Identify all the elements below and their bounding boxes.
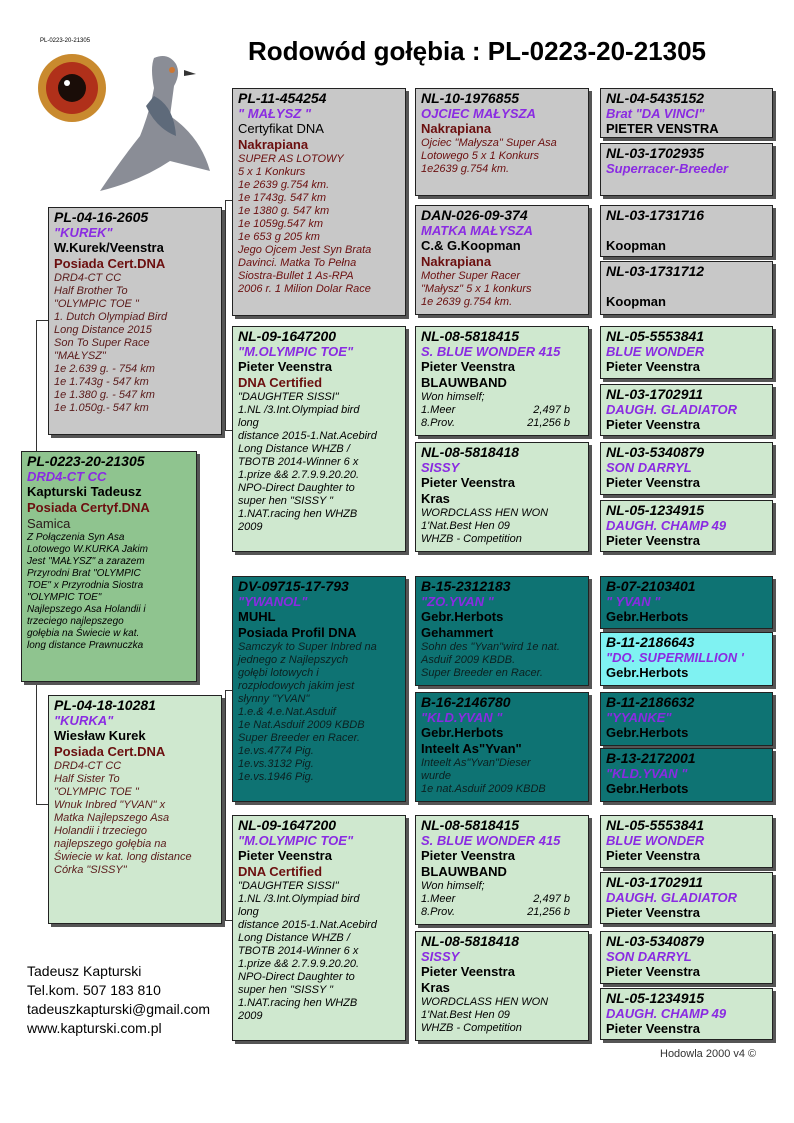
result-row	[421, 417, 584, 430]
breeder-name: Tadeusz Kapturski	[27, 963, 142, 979]
note-line: "OLYMPIC TOE"	[27, 592, 102, 603]
note-line: NPO-Direct Daughter to	[238, 971, 355, 983]
result-race: 8.Prov.	[421, 906, 456, 918]
ds-notes	[238, 641, 401, 784]
gen5-id: NL-05-5553841	[606, 328, 705, 344]
gen5-id: NL-03-5340879	[606, 444, 705, 460]
note-line: Mother Super Racer	[421, 270, 521, 282]
note-line: 2009	[238, 1010, 263, 1022]
main-pigeon-gene: DRD4-CT CC	[27, 469, 107, 484]
sdd-notes	[421, 507, 584, 546]
note-line: gołębi lotowych i	[238, 667, 319, 679]
ddd-card	[415, 931, 589, 1041]
ddd-name: SISSY	[421, 949, 460, 964]
note-line: WHZB - Competition	[421, 1022, 522, 1034]
result-race: 1.Meer	[421, 893, 456, 905]
note-line: "Małysz" 5 x 1 konkurs	[421, 283, 532, 295]
sd-owner: Pieter Veenstra	[238, 359, 332, 374]
dam-id: PL-04-18-10281	[54, 697, 156, 713]
sds-card	[415, 326, 589, 436]
dam-name: "KURKA"	[54, 713, 114, 728]
sdd-owner: Pieter Veenstra	[421, 475, 515, 490]
sds-notes	[421, 391, 584, 404]
note-line: Won himself;	[421, 880, 485, 892]
note-line: wurde	[421, 770, 451, 782]
dds-id: NL-08-5818415	[421, 817, 520, 833]
note-line: 1.e.& 4.e.Nat.Asduif	[238, 706, 336, 718]
gen5-id: NL-03-1731712	[606, 263, 705, 279]
gen5-name	[606, 223, 768, 238]
gen5-card	[600, 143, 773, 196]
gen5-owner: Pieter Veenstra	[606, 905, 700, 920]
ssd-cert: Nakrapiana	[421, 254, 492, 269]
gen5-name	[606, 279, 768, 294]
note-line: long distance Prawnuczka	[27, 640, 144, 651]
note-line: Przyrodni Brat "OLYMPIC	[27, 568, 141, 579]
note-line: DRD4-CT CC	[54, 760, 122, 772]
gen5-owner: Pieter Veenstra	[606, 359, 700, 374]
note-line: 1e 1059g.547 km	[238, 218, 324, 230]
sds-owner: Pieter Veenstra	[421, 359, 515, 374]
note-line: Ojciec "Małysza" Super Asa	[421, 137, 557, 149]
dd-id: NL-09-1647200	[238, 817, 337, 833]
sire-name: "KUREK"	[54, 225, 113, 240]
sdd-name: SISSY	[421, 460, 460, 475]
gen5-owner: Koopman	[606, 238, 666, 253]
result-row	[421, 893, 584, 906]
note-line: super hen "SISSY "	[238, 984, 334, 996]
gen5-card	[600, 988, 773, 1040]
note-line: Half Brother To	[54, 285, 128, 297]
note-line: Świecie w kat. long distance	[54, 851, 192, 863]
gen5-owner: Pieter Veenstra	[606, 848, 700, 863]
main-pigeon-notes	[27, 532, 192, 652]
gen5-card	[600, 500, 773, 552]
gen5-name: DAUGH. CHAMP 49	[606, 1006, 727, 1021]
note-line: 1e 2.639 g. - 754 km	[54, 363, 155, 375]
gen5-owner: Gebr.Herbots	[606, 725, 689, 740]
dd-card	[232, 815, 406, 1041]
sire-card	[48, 207, 222, 435]
ds-cert: Posiada Profil DNA	[238, 625, 357, 640]
sss-notes	[421, 137, 584, 176]
gen5-card	[600, 692, 773, 746]
sd-name: "M.OLYMPIC TOE"	[238, 344, 354, 359]
dds-notes	[421, 880, 584, 893]
gen5-id: NL-03-1702911	[606, 386, 704, 402]
gen5-id: NL-05-5553841	[606, 817, 705, 833]
gen5-id: NL-04-5435152	[606, 90, 705, 106]
ssd-owner: C.& G.Koopman	[421, 238, 521, 253]
note-line: 1.NL /3.Int.Olympiad bird	[238, 893, 360, 905]
page-title: Rodowód gołębia : PL-0223-20-21305	[248, 36, 707, 66]
dsd-id: B-16-2146780	[421, 694, 511, 710]
gen5-card	[600, 632, 773, 686]
note-line: long	[238, 906, 259, 918]
note-line: 1. Dutch Olympiad Bird	[54, 311, 168, 323]
note-line: TBOTB 2014-Winner 6 x	[238, 456, 359, 468]
note-line: Matka Najlepszego Asa	[54, 812, 170, 824]
dam-notes	[54, 760, 217, 877]
note-line: 1e.vs.1946 Pig.	[238, 771, 314, 783]
ss-owner: Certyfikat DNA	[238, 121, 324, 136]
note-line: Z Połączenia Syn Asa	[27, 532, 125, 543]
gen5-card	[600, 815, 773, 868]
gen5-name: DAUGH. CHAMP 49	[606, 518, 727, 533]
main-pigeon-owner: Kapturski Tadeusz	[27, 484, 142, 499]
dds-cert: BLAUWBAND	[421, 864, 507, 879]
note-line: Jest "MAŁYSZ" a zarazem	[27, 556, 145, 567]
note-line: 1e 1.743g - 547 km	[54, 376, 149, 388]
sss-id: NL-10-1976855	[421, 90, 520, 106]
ds-owner: MUHL	[238, 609, 276, 624]
gen5-owner: Gebr.Herbots	[606, 609, 689, 624]
note-line: 1e 1743g. 547 km	[238, 192, 327, 204]
ssd-notes	[421, 270, 584, 309]
note-line: Córka "SISSY"	[54, 864, 127, 876]
gen5-name: SON DARRYL	[606, 460, 692, 475]
note-line: "OLYMPIC TOE "	[54, 786, 139, 798]
gen5-id: NL-03-1702911	[606, 874, 704, 890]
note-line: WORDCLASS HEN WON	[421, 507, 549, 519]
note-line: rozpłodowych jakim jest	[238, 680, 355, 692]
gen5-name: SON DARRYL	[606, 949, 692, 964]
gen5-id: NL-05-1234915	[606, 990, 705, 1006]
note-line: 1.NAT.racing hen WHZB	[238, 508, 358, 520]
ddd-cert: Kras	[421, 980, 450, 995]
gen5-owner: Koopman	[606, 294, 666, 309]
note-line: WORDCLASS HEN WON	[421, 996, 549, 1008]
gen5-owner: Pieter Veenstra	[606, 964, 700, 979]
dd-name: "M.OLYMPIC TOE"	[238, 833, 354, 848]
dam-card	[48, 695, 222, 924]
gen5-id: B-11-2186632	[606, 694, 695, 710]
ssd-id: DAN-026-09-374	[421, 207, 528, 223]
note-line: Najlepszego Asa Holandii i	[27, 604, 146, 615]
result-row	[421, 906, 584, 919]
sss-name: OJCIEC MAŁYSZA	[421, 106, 536, 121]
pigeon-photo	[34, 36, 224, 206]
dss-owner: Gebr.Herbots	[421, 609, 504, 624]
note-line: distance 2015-1.Nat.Acebird	[238, 919, 377, 931]
note-line: Won himself;	[421, 391, 485, 403]
dsd-notes	[421, 757, 584, 796]
gen5-id: NL-03-5340879	[606, 933, 705, 949]
note-line: Jego Ojcem Jest Syn Brata	[238, 244, 372, 256]
gen5-card	[600, 205, 773, 257]
note-line: TBOTB 2014-Winner 6 x	[238, 945, 359, 957]
main-pigeon-card	[21, 451, 197, 682]
note-line: Lotowego W.KURKA Jakim	[27, 544, 148, 555]
note-line: gołębia na Świecie w kat.	[27, 628, 140, 639]
main-pigeon-cert: Posiada Certyf.DNA	[27, 500, 150, 515]
note-line: najlepszego gołębia na	[54, 838, 167, 850]
gen5-owner: Pieter Veenstra	[606, 475, 700, 490]
gen5-card	[600, 931, 773, 984]
breeder-email[interactable]: tadeuszkapturski@gmail.com	[27, 1001, 211, 1017]
gen5-name: Brat "DA VINCI"	[606, 106, 705, 121]
note-line: 1e2639 g.754 km.	[421, 163, 510, 175]
dam-cert: Posiada Cert.DNA	[54, 744, 166, 759]
note-line: słynny "YVAN"	[238, 693, 310, 705]
gen5-id: NL-05-1234915	[606, 502, 705, 518]
result-race: 8.Prov.	[421, 417, 456, 429]
note-line: SUPER AS LOTOWY	[238, 153, 344, 165]
note-line: 1.NAT.racing hen WHZB	[238, 997, 358, 1009]
software-version: Hodowla 2000 v4 ©	[660, 1048, 757, 1060]
note-line: Super Breeder en Racer.	[238, 732, 360, 744]
gen5-owner: PIETER VENSTRA	[606, 121, 719, 136]
sd-card	[232, 326, 406, 552]
ss-name: " MAŁYSZ "	[238, 106, 311, 121]
note-line: 1'Nat.Best Hen 09	[421, 520, 510, 532]
sdd-card	[415, 442, 589, 552]
sss-cert: Nakrapiana	[421, 121, 492, 136]
result-birds: 2,497 b	[533, 893, 570, 905]
gen5-card	[600, 326, 773, 379]
gen5-name: "KLD.YVAN "	[606, 766, 688, 781]
note-line: Wnuk Inbred "YVAN" x	[54, 799, 166, 811]
dd-cert: DNA Certified	[238, 864, 323, 879]
result-birds: 21,256 b	[527, 906, 570, 918]
note-line: long	[238, 417, 259, 429]
gen5-owner: Pieter Veenstra	[606, 417, 700, 432]
note-line: "DAUGHTER SISSI"	[238, 391, 339, 403]
gen5-name: BLUE WONDER	[606, 344, 705, 359]
note-line: Lotowego 5 x 1 Konkurs	[421, 150, 540, 162]
note-line: WHZB - Competition	[421, 533, 522, 545]
dss-id: B-15-2312183	[421, 578, 511, 594]
ssd-name: MATKA MAŁYSZA	[421, 223, 533, 238]
gen5-name: "DO. SUPERMILLION '	[606, 650, 744, 665]
note-line: "DAUGHTER SISSI"	[238, 880, 339, 892]
sds-cert: BLAUWBAND	[421, 375, 507, 390]
dsd-card	[415, 692, 589, 802]
note-line: 1e 1380 g. 547 km	[238, 205, 330, 217]
note-line: distance 2015-1.Nat.Acebird	[238, 430, 377, 442]
note-line: 1e nat.Asduif 2009 KBDB	[421, 783, 546, 795]
gen5-card	[600, 442, 773, 495]
gen5-name: BLUE WONDER	[606, 833, 705, 848]
note-line: NPO-Direct Daughter to	[238, 482, 355, 494]
contact-block	[27, 962, 210, 1038]
ss-cert: Nakrapiana	[238, 137, 309, 152]
sd-notes	[238, 391, 401, 534]
note-line: 1.prize && 2.7.9.9.20.20.	[238, 958, 360, 970]
pigeon-illustration	[34, 36, 224, 206]
note-line: Sohn des "Yvan"wird 1e nat.	[421, 641, 560, 653]
dss-card	[415, 576, 589, 686]
note-line: 1e 2639 g.754 km.	[421, 296, 513, 308]
sdd-id: NL-08-5818418	[421, 444, 520, 460]
note-line: 1.prize && 2.7.9.9.20.20.	[238, 469, 360, 481]
dd-owner: Pieter Veenstra	[238, 848, 332, 863]
note-line: trzeciego najlepszego	[27, 616, 124, 627]
note-line: TOE" x Przyrodnia Siostra	[27, 580, 144, 591]
note-line: Inteelt As"Yvan"Dieser	[421, 757, 531, 769]
ds-name: "YWANOL"	[238, 594, 308, 609]
main-pigeon-id: PL-0223-20-21305	[27, 453, 145, 469]
note-line: Long Distance WHZB /	[238, 932, 350, 944]
ds-id: DV-09715-17-793	[238, 578, 349, 594]
note-line: 2006 r. 1 Milion Dolar Race	[238, 283, 371, 295]
note-line: Long Distance 2015	[54, 324, 152, 336]
ss-id: PL-11-454254	[238, 90, 327, 106]
dss-notes	[421, 641, 584, 680]
note-line: 1'Nat.Best Hen 09	[421, 1009, 510, 1021]
sds-id: NL-08-5818415	[421, 328, 520, 344]
dds-owner: Pieter Veenstra	[421, 848, 515, 863]
photo-caption: PL-0223-20-21305	[40, 38, 91, 44]
main-pigeon-sex: Samica	[27, 516, 71, 531]
ddd-id: NL-08-5818418	[421, 933, 520, 949]
gen5-owner: Gebr.Herbots	[606, 665, 689, 680]
note-line: 1e Nat.Asduif 2009 KBDB	[238, 719, 365, 731]
gen5-id: B-11-2186643	[606, 634, 695, 650]
gen5-owner: Pieter Veenstra	[606, 533, 700, 548]
gen5-card	[600, 88, 773, 138]
dsd-owner: Gebr.Herbots	[421, 725, 504, 740]
gen5-card	[600, 384, 773, 436]
gen5-name: " YVAN "	[606, 594, 661, 609]
ddd-notes	[421, 996, 584, 1035]
breeder-website[interactable]: www.kapturski.com.pl	[27, 1020, 162, 1036]
gen5-owner: Pieter Veenstra	[606, 1021, 700, 1036]
result-birds: 2,497 b	[533, 404, 570, 416]
gen5-name: DAUGH. GLADIATOR	[606, 402, 737, 417]
note-line: super hen "SISSY "	[238, 495, 334, 507]
note-line: "MAŁYSZ"	[54, 350, 106, 362]
note-line: Holandii i trzeciego	[54, 825, 147, 837]
note-line: 5 x 1 Konkurs	[238, 166, 306, 178]
gen5-card	[600, 261, 773, 315]
note-line: 1e 1.050g.- 547 km	[54, 402, 149, 414]
sire-id: PL-04-16-2605	[54, 209, 149, 225]
sdd-cert: Kras	[421, 491, 450, 506]
note-line: 1e 2639 g.754 km.	[238, 179, 330, 191]
note-line: 1e 653 g 205 km	[238, 231, 320, 243]
note-line: Son To Super Race	[54, 337, 150, 349]
note-line: 1e.vs.3132 Pig.	[238, 758, 314, 770]
sd-cert: DNA Certified	[238, 375, 323, 390]
note-line: Siostra-Bullet 1 As-RPA	[238, 270, 354, 282]
gen5-id: B-07-2103401	[606, 578, 696, 594]
note-line: 1e 1.380 g. - 547 km	[54, 389, 155, 401]
note-line: Davinci. Matka To Pełna	[238, 257, 357, 269]
sds-name: S. BLUE WONDER 415	[421, 344, 561, 359]
gen5-card	[600, 576, 773, 629]
sire-notes	[54, 272, 217, 415]
gen5-name: DAUGH. GLADIATOR	[606, 890, 737, 905]
breeder-phone: Tel.kom. 507 183 810	[27, 982, 161, 998]
note-line: 1e.vs.4774 Pig.	[238, 745, 314, 757]
note-line: "OLYMPIC TOE "	[54, 298, 139, 310]
ss-notes	[238, 153, 401, 296]
dsd-name: "KLD.YVAN "	[421, 710, 503, 725]
sds-results	[421, 404, 584, 430]
gen5-owner: Gebr.Herbots	[606, 781, 689, 796]
dam-owner: Wiesław Kurek	[54, 728, 146, 743]
result-birds: 21,256 b	[527, 417, 570, 429]
note-line: 2009	[238, 521, 263, 533]
dds-name: S. BLUE WONDER 415	[421, 833, 561, 848]
sss-card	[415, 88, 589, 196]
dsd-cert: Inteelt As"Yvan"	[421, 741, 522, 756]
gen5-name: "YYANKE"	[606, 710, 672, 725]
gen5-id: NL-03-1731716	[606, 207, 705, 223]
note-line: Long Distance WHZB /	[238, 443, 350, 455]
note-line: 1.NL /3.Int.Olympiad bird	[238, 404, 360, 416]
dss-cert: Gehammert	[421, 625, 494, 640]
note-line: DRD4-CT CC	[54, 272, 122, 284]
result-row	[421, 404, 584, 417]
ssd-card	[415, 205, 589, 315]
note-line: Samczyk to Super Inbred na	[238, 641, 377, 653]
gen5-card	[600, 748, 773, 802]
dds-card	[415, 815, 589, 925]
ds-card	[232, 576, 406, 802]
dss-name: "ZO.YVAN "	[421, 594, 494, 609]
gen5-card	[600, 872, 773, 924]
sire-cert: Posiada Cert.DNA	[54, 256, 166, 271]
note-line: jednego z Najlepszych	[238, 654, 349, 666]
result-race: 1.Meer	[421, 404, 456, 416]
sd-id: NL-09-1647200	[238, 328, 337, 344]
note-line: Asduif 2009 KBDB.	[421, 654, 516, 666]
note-line: Half Sister To	[54, 773, 120, 785]
sire-owner: W.Kurek/Veenstra	[54, 240, 164, 255]
ss-card	[232, 88, 406, 316]
ddd-owner: Pieter Veenstra	[421, 964, 515, 979]
note-line: Super Breeder en Racer.	[421, 667, 543, 679]
gen5-id: NL-03-1702935	[606, 145, 705, 161]
gen5-id: B-13-2172001	[606, 750, 696, 766]
dds-results	[421, 893, 584, 919]
dd-notes	[238, 880, 401, 1023]
gen5-name: Superracer-Breeder	[606, 161, 729, 176]
